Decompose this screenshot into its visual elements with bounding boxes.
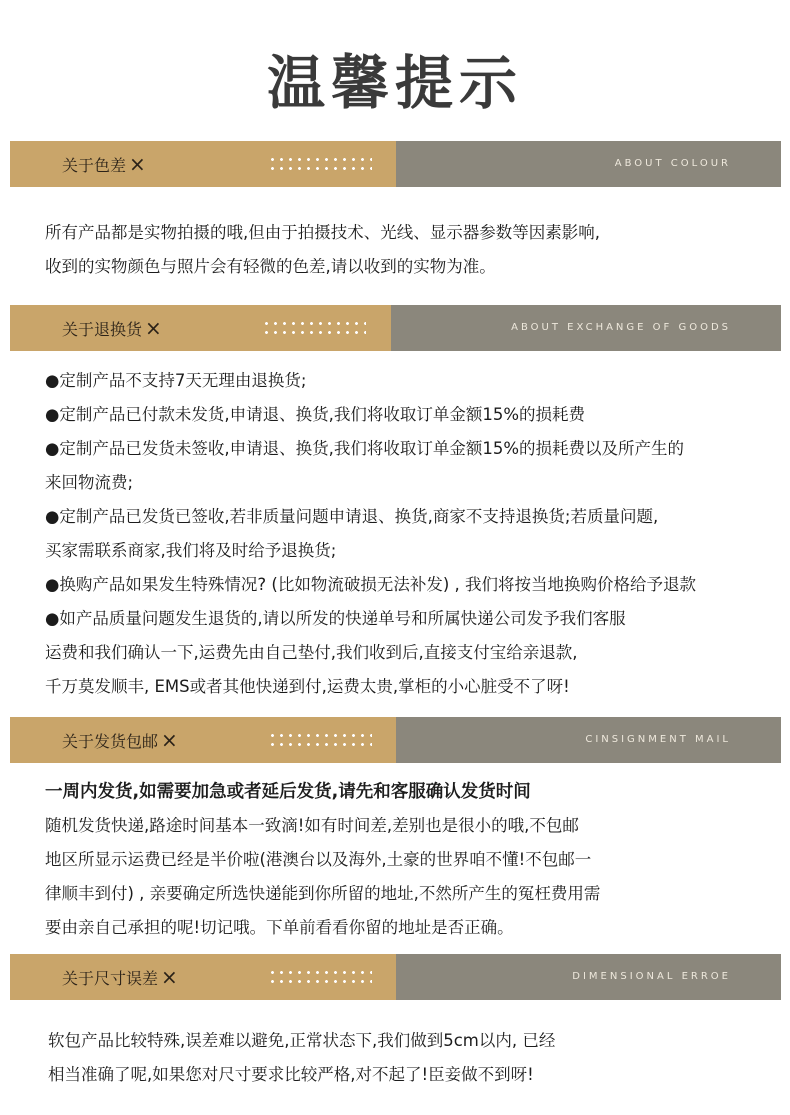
section-header-exchange: [10, 305, 781, 351]
section-header-left: [10, 141, 396, 187]
section-label: [62, 305, 162, 351]
section-label-text: 关于退换货: [62, 320, 143, 339]
section-english-title: CINSIGNMENT MAIL: [585, 734, 731, 745]
section-label: [62, 141, 146, 187]
section-header-left: [10, 305, 391, 351]
body-line: ●定制产品已发货已签收,若非质量问题申请退、换货,商家不支持退换货;若质量问题,: [45, 507, 659, 526]
section-body-shipping: [45, 775, 600, 945]
dots-decoration: [268, 731, 372, 749]
section-label-text: 关于色差: [62, 156, 127, 175]
body-line: 千万莫发顺丰, EMS或者其他快递到付,运费太贵,掌柜的小心脏受不了呀!: [45, 677, 570, 696]
section-header-shipping: [10, 717, 781, 763]
section-body-colour: [45, 216, 600, 284]
body-line: ●如产品质量问题发生退货的,请以所发的快递单号和所属快递公司发予我们客服: [45, 609, 626, 628]
body-line: 地区所显示运费已经是半价啦(港澳台以及海外,土豪的世界咱不懂!不包邮一: [45, 850, 592, 869]
section-label-text: 关于发货包邮: [62, 732, 159, 751]
close-icon: ×: [161, 965, 178, 989]
section-label-text: 关于尺寸误差: [62, 969, 159, 988]
close-icon: ×: [145, 316, 162, 340]
section-body-dimension: [48, 1024, 555, 1092]
body-line: 随机发货快递,路途时间基本一致滴!如有时间差,差别也是很小的哦,不包邮: [45, 816, 579, 835]
body-line: ●定制产品已发货未签收,申请退、换货,我们将收取订单金额15%的损耗费以及所产生的: [45, 439, 685, 458]
body-line: 运费和我们确认一下,运费先由自己垫付,我们收到后,直接支付宝给亲退款,: [45, 643, 578, 662]
body-line: 律顺丰到付) , 亲要确定所选快递能到你所留的地址,不然所产生的冤枉费用需: [45, 884, 601, 903]
body-line: 软包产品比较特殊,误差难以避免,正常状态下,我们做到5cm以内, 已经: [48, 1031, 556, 1050]
body-line: ●定制产品已付款未发货,申请退、换货,我们将收取订单金额15%的损耗费: [45, 405, 586, 424]
section-english-title: ABOUT COLOUR: [614, 158, 731, 169]
section-headline: 一周内发货,如需要加急或者延后发货,请先和客服确认发货时间: [45, 782, 531, 802]
section-header-right: [391, 305, 781, 351]
section-header-right: [396, 717, 781, 763]
section-header-left: [10, 954, 396, 1000]
close-icon: ×: [161, 728, 178, 752]
dots-decoration: [268, 968, 372, 986]
dots-decoration: [268, 155, 372, 173]
section-header-right: [396, 141, 781, 187]
body-line: 相当准确了呢,如果您对尺寸要求比较严格,对不起了!臣妾做不到呀!: [48, 1065, 534, 1084]
section-header-right: [396, 954, 781, 1000]
section-body-exchange: [45, 364, 696, 704]
section-header-colour: [10, 141, 781, 187]
body-line: ●定制产品不支持7天无理由退换货;: [45, 371, 307, 390]
body-line: 要由亲自己承担的呢!切记哦。下单前看看你留的地址是否正确。: [45, 918, 514, 937]
section-header-left: [10, 717, 396, 763]
body-line: ●换购产品如果发生特殊情况? (比如物流破损无法补发) , 我们将按当地换购价格给予退款: [45, 575, 697, 594]
section-label: [62, 954, 178, 1000]
body-line: 买家需联系商家,我们将及时给予退换货;: [45, 541, 337, 560]
section-english-title: DIMENSIONAL ERROE: [572, 971, 731, 982]
dots-decoration: [262, 319, 366, 337]
section-header-dimension: [10, 954, 781, 1000]
page-title: 温馨提示: [266, 49, 523, 117]
close-icon: ×: [129, 152, 146, 176]
body-line: 来回物流费;: [45, 473, 134, 492]
section-english-title: ABOUT EXCHANGE OF GOODS: [511, 322, 731, 333]
body-line: 所有产品都是实物拍摄的哦,但由于拍摄技术、光线、显示器参数等因素影响,: [45, 223, 600, 242]
body-line: 收到的实物颜色与照片会有轻微的色差,请以收到的实物为准。: [45, 257, 496, 276]
section-label: [62, 717, 178, 763]
